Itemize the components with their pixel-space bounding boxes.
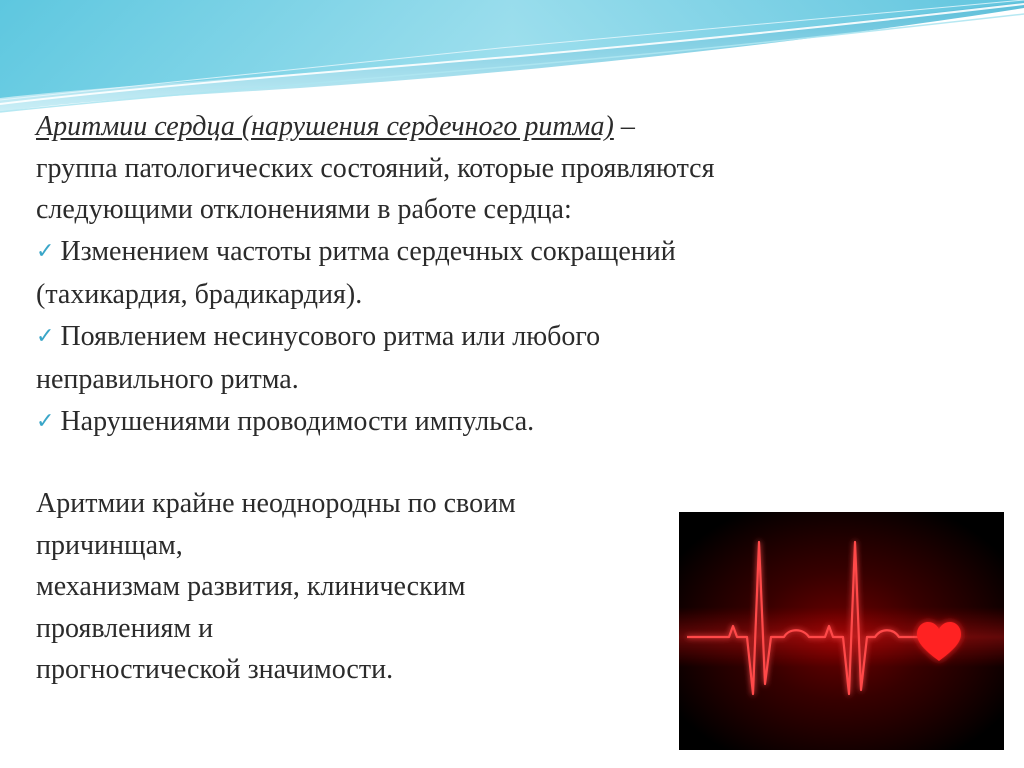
bullet-1-line-1 [36, 231, 896, 275]
heterogeneity-line-2: причинщам, [36, 529, 183, 561]
heterogeneity-line-5: прогностической значимости. [36, 654, 394, 685]
check-icon: ✓ [36, 323, 55, 349]
bullet-1-line-2: (тахикардия, брадикардия). [36, 279, 363, 310]
bullet-3-text: Нарушениями проводимости импульса. [60, 405, 535, 437]
bullet-3-line-1 [36, 401, 896, 445]
bullet-1-text: Изменением частоты ритма сердечных сокращений [60, 235, 676, 267]
definition-line-1 [36, 106, 896, 148]
arrhythmia-term: Аритмии сердца (нарушения сердечного ритма) [36, 111, 614, 142]
bullet-2-line-1 [36, 316, 896, 360]
heterogeneity-block [36, 483, 676, 691]
definition-line-2: группа патологических состояний, которые проявляются [36, 152, 715, 184]
definition-block [36, 106, 896, 444]
heterogeneity-line-3: механизмам развития, клиническим [36, 571, 466, 602]
top-wave-decoration [0, 0, 1024, 120]
ecg-heartbeat-icon [679, 512, 1004, 750]
definition-line-3: следующими отклонениями в работе сердца: [36, 194, 572, 225]
ecg-heartbeat-image [679, 512, 1004, 750]
check-icon: ✓ [36, 238, 55, 264]
bullet-2-line-2: неправильного ритма. [36, 364, 299, 395]
heterogeneity-line-1: Аритмии крайне неоднородны по своим [36, 488, 516, 519]
bullet-2-text: Появлением несинусового ритма или любого [60, 320, 601, 352]
heterogeneity-line-4: проявлениям и [36, 612, 214, 644]
check-icon: ✓ [36, 408, 55, 434]
definition-dash: – [613, 111, 635, 142]
